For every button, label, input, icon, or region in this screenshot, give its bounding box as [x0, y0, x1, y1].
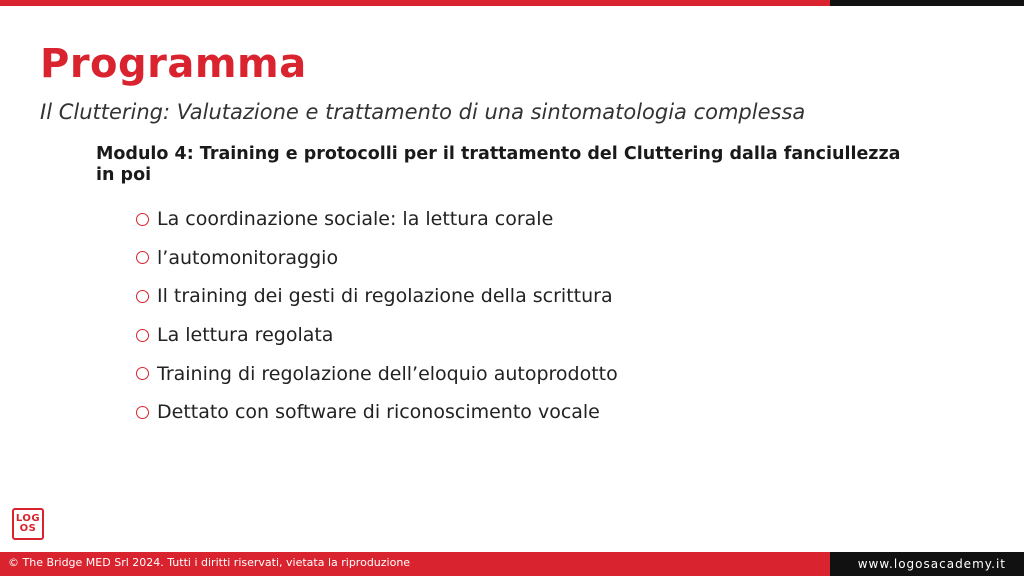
list-item-text: La lettura regolata — [157, 324, 334, 347]
logo-line-2: OS — [19, 523, 37, 534]
list-item — [136, 277, 618, 316]
top-accent-bar — [0, 0, 830, 6]
logo-line-1: LOG — [15, 513, 41, 524]
circle-outline-icon — [136, 251, 149, 264]
list-item-text: La coordinazione sociale: la lettura corale — [157, 208, 554, 231]
module-heading: Modulo 4: Training e protocolli per il trattamento del Cluttering dalla fanciullezza in poi — [96, 144, 901, 185]
list-item — [136, 200, 618, 239]
list-item-text: Training di regolazione dell’eloquio autoprodotto — [157, 362, 618, 385]
circle-outline-icon — [136, 329, 149, 342]
list-item-text: Il training dei gesti di regolazione della scrittura — [157, 285, 613, 308]
logos-logo — [12, 508, 44, 540]
list-item-text: Dettato con software di riconoscimento vocale — [157, 401, 600, 424]
list-item — [136, 239, 618, 278]
slide-title: Programma — [40, 41, 307, 87]
circle-outline-icon — [136, 290, 149, 303]
list-item-text: l’automonitoraggio — [157, 246, 339, 269]
circle-outline-icon — [136, 367, 149, 380]
top-dark-bar — [830, 0, 1024, 6]
list-item — [136, 393, 618, 432]
circle-outline-icon — [136, 213, 149, 226]
footer-website: www.logosacademy.it — [857, 557, 1006, 571]
circle-outline-icon — [136, 406, 149, 419]
slide-subtitle: Il Cluttering: Valutazione e trattamento di una sintomatologia complessa — [40, 100, 806, 124]
list-item — [136, 316, 618, 355]
topic-list — [136, 200, 618, 432]
list-item — [136, 354, 618, 393]
footer-copyright: © The Bridge MED Srl 2024. Tutti i diritti riservati, vietata la riproduzione — [8, 556, 411, 569]
